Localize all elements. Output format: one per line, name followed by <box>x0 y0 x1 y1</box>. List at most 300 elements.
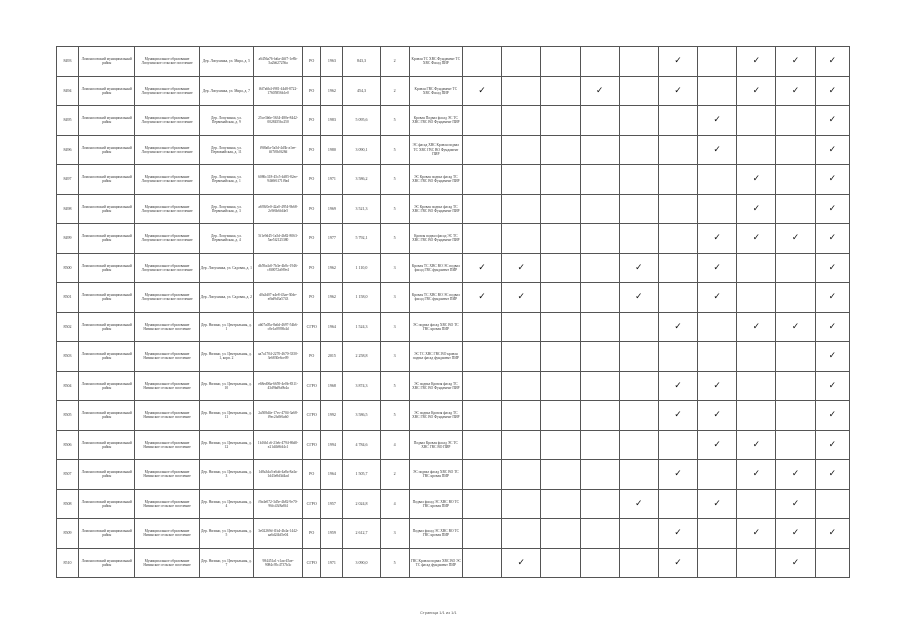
work-type-check-cell-10 <box>815 135 849 165</box>
address-cell: Дер. Низино, ул. Центральная, д. 12 <box>199 430 253 460</box>
work-type-check-cell-3 <box>541 135 580 165</box>
work-type-check-cell-9 <box>776 519 815 549</box>
work-type-check-cell-9 <box>776 312 815 342</box>
work-type-check-cell-7 <box>698 194 737 224</box>
checkmark-icon: ✓ <box>635 262 643 273</box>
work-type-check-cell-4 <box>580 135 619 165</box>
checkmark-icon: ✓ <box>828 262 837 273</box>
work-type-check-cell-6 <box>658 135 697 165</box>
checkmark-icon: ✓ <box>635 498 643 509</box>
table-row <box>57 283 850 313</box>
work-type-check-cell-10 <box>815 76 849 106</box>
work-type-check-cell-4 <box>580 371 619 401</box>
type-cell: РО <box>303 165 321 195</box>
year-cell: 1980 <box>321 135 343 165</box>
year-cell: 1969 <box>321 194 343 224</box>
checkmark-icon: ✓ <box>791 469 800 480</box>
work-type-check-cell-1 <box>462 47 501 77</box>
work-type-check-cell-7 <box>698 253 737 283</box>
work-type-check-cell-9 <box>776 283 815 313</box>
floors-cell: 3 <box>380 253 409 283</box>
row-number: 8509 <box>57 519 79 549</box>
works-cell: ЭС подвал фасад ХВС ВО ТС ГВС кровля ПИР <box>409 460 462 490</box>
work-type-check-cell-6 <box>658 489 697 519</box>
year-cell: 2015 <box>321 342 343 372</box>
work-type-check-cell-4 <box>580 165 619 195</box>
work-type-check-cell-2 <box>502 342 541 372</box>
work-type-check-cell-6 <box>658 312 697 342</box>
floors-cell: 3 <box>380 283 409 313</box>
work-type-check-cell-7 <box>698 489 737 519</box>
owner-cell: Муниципальное образование Низинское сельское поселение <box>135 489 199 519</box>
work-type-check-cell-1 <box>462 342 501 372</box>
floors-cell: 4 <box>380 489 409 519</box>
work-type-check-cell-9 <box>776 460 815 490</box>
work-type-check-cell-9 <box>776 342 815 372</box>
area-cell: 843,3 <box>343 47 380 77</box>
work-type-check-cell-7 <box>698 135 737 165</box>
work-type-check-cell-1 <box>462 312 501 342</box>
work-type-check-cell-10 <box>815 460 849 490</box>
floors-cell: 2 <box>380 76 409 106</box>
work-type-check-cell-10 <box>815 489 849 519</box>
table-row <box>57 312 850 342</box>
area-cell: 3 586,5 <box>343 401 380 431</box>
work-type-check-cell-3 <box>541 460 580 490</box>
checkmark-icon: ✓ <box>791 233 800 244</box>
work-type-check-cell-8 <box>737 106 776 136</box>
work-type-check-cell-8 <box>737 135 776 165</box>
district-cell: Ломоносовский муниципальный район <box>79 342 135 372</box>
work-type-check-cell-3 <box>541 224 580 254</box>
row-number: 8495 <box>57 106 79 136</box>
work-type-check-cell-7 <box>698 106 737 136</box>
row-number: 8506 <box>57 430 79 460</box>
checkmark-icon: ✓ <box>635 292 643 303</box>
type-cell: СГРО <box>303 489 321 519</box>
year-cell: 1992 <box>321 401 343 431</box>
address-cell: Дер. Лопухинка, ул. Первомайская, д. 3 <box>199 194 253 224</box>
year-cell: 1959 <box>321 519 343 549</box>
work-type-check-cell-5 <box>619 253 658 283</box>
checkmark-icon: ✓ <box>478 292 486 303</box>
district-cell: Ломоносовский муниципальный район <box>79 135 135 165</box>
row-number: 8502 <box>57 312 79 342</box>
year-cell: 1962 <box>321 76 343 106</box>
checkmark-icon: ✓ <box>674 528 682 539</box>
work-type-check-cell-5 <box>619 342 658 372</box>
works-cell: Кровля Подвал фасад ЭС ТС ХВС ГВС ВО Фундамент ПИР <box>409 106 462 136</box>
table-body <box>57 47 850 578</box>
checkmark-icon: ✓ <box>674 380 682 391</box>
district-cell: Ломоносовский муниципальный район <box>79 460 135 490</box>
type-cell: РО <box>303 519 321 549</box>
address-cell: Дер. Низино, ул. Центральная, д. 11 <box>199 401 253 431</box>
work-type-check-cell-4 <box>580 47 619 77</box>
work-type-check-cell-9 <box>776 489 815 519</box>
work-type-check-cell-10 <box>815 430 849 460</box>
work-type-check-cell-2 <box>502 76 541 106</box>
work-type-check-cell-1 <box>462 489 501 519</box>
work-type-check-cell-3 <box>541 519 580 549</box>
table-row <box>57 165 850 195</box>
checkmark-icon: ✓ <box>674 56 682 67</box>
checkmark-icon: ✓ <box>752 174 761 185</box>
work-type-check-cell-2 <box>502 460 541 490</box>
owner-cell: Муниципальное образование Низинское сельское поселение <box>135 460 199 490</box>
checkmark-icon: ✓ <box>791 557 800 568</box>
address-cell: Дер. Низино, ул. Центральная, д. 10 <box>199 371 253 401</box>
works-cell: ЭС ТС ХВС ГВС ВО кровля подвал фасад фундамент ПИР <box>409 342 462 372</box>
work-type-check-cell-4 <box>580 548 619 578</box>
works-cell: Кровля ТС ХВС Фундамент ТС ХВС Фасад ПИР <box>409 47 462 77</box>
row-number: 8507 <box>57 460 79 490</box>
work-type-check-cell-3 <box>541 548 580 578</box>
address-cell: Дер. Лопухинка, ул. Садовая, д. 2 <box>199 283 253 313</box>
year-cell: 1962 <box>321 283 343 313</box>
type-cell: РО <box>303 253 321 283</box>
year-cell: 1963 <box>321 47 343 77</box>
work-type-check-cell-3 <box>541 165 580 195</box>
work-type-check-cell-6 <box>658 106 697 136</box>
work-type-check-cell-7 <box>698 283 737 313</box>
work-type-check-cell-10 <box>815 47 849 77</box>
work-type-check-cell-6 <box>658 76 697 106</box>
year-cell: 1994 <box>321 430 343 460</box>
works-cell: ЭС Кровля подвал фасад ТС ХВС ГВС ВО Фундамент ПИР <box>409 194 462 224</box>
work-type-check-cell-4 <box>580 460 619 490</box>
work-type-check-cell-5 <box>619 47 658 77</box>
table-row <box>57 401 850 431</box>
work-type-check-cell-2 <box>502 371 541 401</box>
year-cell: 1983 <box>321 106 343 136</box>
work-type-check-cell-9 <box>776 76 815 106</box>
work-type-check-cell-4 <box>580 253 619 283</box>
work-type-check-cell-8 <box>737 253 776 283</box>
work-type-check-cell-1 <box>462 548 501 578</box>
work-type-check-cell-3 <box>541 194 580 224</box>
owner-cell: Муниципальное образование Низинское сельское поселение <box>135 401 199 431</box>
work-type-check-cell-9 <box>776 371 815 401</box>
address-cell: Дер. Лопухинка, ул. Первомайская, д. 11 <box>199 135 253 165</box>
page-footer: Страница 1/1 из 1/1 <box>420 610 457 615</box>
owner-cell: Муниципальное образование Лопухинское сельское поселение <box>135 194 199 224</box>
work-type-check-cell-5 <box>619 371 658 401</box>
work-type-check-cell-10 <box>815 194 849 224</box>
work-type-check-cell-4 <box>580 489 619 519</box>
table-row <box>57 76 850 106</box>
guid-cell: e68ed06a-6659-4e0b-8311-43d9bd9a9b4a <box>253 371 302 401</box>
type-cell: СГРО <box>303 548 321 578</box>
checkmark-icon: ✓ <box>791 321 800 332</box>
work-type-check-cell-5 <box>619 312 658 342</box>
work-type-check-cell-9 <box>776 47 815 77</box>
row-number: 8497 <box>57 165 79 195</box>
work-type-check-cell-10 <box>815 224 849 254</box>
work-type-check-cell-6 <box>658 224 697 254</box>
checkmark-icon: ✓ <box>828 203 837 214</box>
work-type-check-cell-2 <box>502 283 541 313</box>
work-type-check-cell-10 <box>815 312 849 342</box>
work-type-check-cell-8 <box>737 430 776 460</box>
work-type-check-cell-7 <box>698 460 737 490</box>
district-cell: Ломоносовский муниципальный район <box>79 224 135 254</box>
area-cell: 5 095,6 <box>343 106 380 136</box>
works-cell: ЭС Кровля подвал фасад ТС ХВС ГВС ВО Фундамент ПИР <box>409 165 462 195</box>
checkmark-icon: ✓ <box>517 292 526 303</box>
work-type-check-cell-8 <box>737 519 776 549</box>
area-cell: 2 612,7 <box>343 519 380 549</box>
table-row <box>57 224 850 254</box>
work-type-check-cell-9 <box>776 194 815 224</box>
work-type-check-cell-2 <box>502 548 541 578</box>
work-type-check-cell-4 <box>580 312 619 342</box>
address-cell: Дер. Лопухинка, ул. Первомайская, д. 9 <box>199 106 253 136</box>
guid-cell: 25ce3b6e-5634-480e-8442-0028455bc250 <box>253 106 302 136</box>
guid-cell: f9f8a0a-5a5d-4d3b-a1ee-fff7f0b0f28d <box>253 135 302 165</box>
work-type-check-cell-7 <box>698 342 737 372</box>
district-cell: Ломоносовский муниципальный район <box>79 430 135 460</box>
address-cell: Дер. Низино, ул. Центральная, д. 1 <box>199 312 253 342</box>
works-cell: ГВС Кровля подвал ХВС ВО ЭС ТС фасад фундамент ПИР <box>409 548 462 578</box>
checkmark-icon: ✓ <box>713 115 721 126</box>
work-type-check-cell-8 <box>737 194 776 224</box>
guid-cell: 1d8a3da3-a6ab-4a8a-8a4a-1d43e8d3d4ad <box>253 460 302 490</box>
owner-cell: Муниципальное образование Лопухинское сельское поселение <box>135 106 199 136</box>
table-row <box>57 548 850 578</box>
work-type-check-cell-5 <box>619 489 658 519</box>
guid-cell: 6086c318-45c5-4d85-82ee-94b9f6171f9ad <box>253 165 302 195</box>
address-cell: Дер. Низино, ул. Центральная, д. 7 <box>199 548 253 578</box>
work-type-check-cell-5 <box>619 224 658 254</box>
checkmark-icon: ✓ <box>752 469 761 480</box>
floors-cell: 3 <box>380 312 409 342</box>
work-type-check-cell-10 <box>815 401 849 431</box>
address-cell: Дер. Лопухинка, ул. Первомайская, д. 4 <box>199 224 253 254</box>
work-type-check-cell-3 <box>541 47 580 77</box>
checkmark-icon: ✓ <box>713 262 721 273</box>
checkmark-icon: ✓ <box>752 233 761 244</box>
work-type-check-cell-3 <box>541 283 580 313</box>
work-type-check-cell-6 <box>658 165 697 195</box>
work-type-check-cell-5 <box>619 430 658 460</box>
work-type-check-cell-7 <box>698 312 737 342</box>
area-cell: 1 110,0 <box>343 253 380 283</box>
floors-cell: 5 <box>380 401 409 431</box>
type-cell: СГРО <box>303 312 321 342</box>
work-type-check-cell-7 <box>698 548 737 578</box>
checkmark-icon: ✓ <box>791 85 800 96</box>
row-number: 8496 <box>57 135 79 165</box>
work-type-check-cell-1 <box>462 76 501 106</box>
work-type-check-cell-8 <box>737 165 776 195</box>
owner-cell: Муниципальное образование Лопухинское сельское поселение <box>135 47 199 77</box>
row-number: 8501 <box>57 283 79 313</box>
work-type-check-cell-2 <box>502 430 541 460</box>
table-row <box>57 460 850 490</box>
district-cell: Ломоносовский муниципальный район <box>79 519 135 549</box>
work-type-check-cell-4 <box>580 283 619 313</box>
checkmark-icon: ✓ <box>791 56 800 67</box>
work-type-check-cell-9 <box>776 165 815 195</box>
work-type-check-cell-3 <box>541 342 580 372</box>
owner-cell: Муниципальное образование Низинское сельское поселение <box>135 342 199 372</box>
owner-cell: Муниципальное образование Лопухинское сельское поселение <box>135 283 199 313</box>
address-cell: Дер. Лопухинка, ул. Первомайская, д. 1 <box>199 165 253 195</box>
checkmark-icon: ✓ <box>752 85 761 96</box>
work-type-check-cell-3 <box>541 489 580 519</box>
work-type-check-cell-1 <box>462 165 501 195</box>
type-cell: РО <box>303 342 321 372</box>
type-cell: СГРО <box>303 371 321 401</box>
works-cell: Кровля ГВС Фундамент ТС ХВС Фасад ПИР <box>409 76 462 106</box>
type-cell: РО <box>303 194 321 224</box>
work-type-check-cell-4 <box>580 76 619 106</box>
owner-cell: Муниципальное образование Низинское сельское поселение <box>135 548 199 578</box>
guid-cell: 5f1e9d45-1a5d-4b82-8063-5ae5f2125380 <box>253 224 302 254</box>
work-type-check-cell-6 <box>658 401 697 431</box>
works-cell: ЭС фасад ХВС Кровля подвал ТС ХВС ГВС ВО Фундамент ПИР <box>409 135 462 165</box>
floors-cell: 5 <box>380 548 409 578</box>
checkmark-icon: ✓ <box>828 233 837 244</box>
works-cell: Кровля подвал фасад ЭС ТС ХВС ГВС ВО Фундамент ПИР <box>409 224 462 254</box>
work-type-check-cell-7 <box>698 76 737 106</box>
work-type-check-cell-2 <box>502 165 541 195</box>
work-type-check-cell-2 <box>502 106 541 136</box>
guid-cell: 2a508d4e-17ec-4704-3a68-f9ec2fa9f6ab0 <box>253 401 302 431</box>
work-type-check-cell-4 <box>580 194 619 224</box>
checkmark-icon: ✓ <box>828 528 837 539</box>
area-cell: 1 524,3 <box>343 312 380 342</box>
checkmark-icon: ✓ <box>713 439 721 450</box>
checkmark-icon: ✓ <box>828 85 837 96</box>
work-type-check-cell-4 <box>580 401 619 431</box>
work-type-check-cell-2 <box>502 135 541 165</box>
work-type-check-cell-5 <box>619 519 658 549</box>
floors-cell: 3 <box>380 519 409 549</box>
owner-cell: Муниципальное образование Лопухинское сельское поселение <box>135 135 199 165</box>
checkmark-icon: ✓ <box>828 174 837 185</box>
work-type-check-cell-9 <box>776 106 815 136</box>
work-type-check-cell-9 <box>776 224 815 254</box>
district-cell: Ломоносовский муниципальный район <box>79 283 135 313</box>
work-type-check-cell-5 <box>619 401 658 431</box>
checkmark-icon: ✓ <box>674 85 682 96</box>
floors-cell: 5 <box>380 135 409 165</box>
guid-cell: aa7a1704-2270-4670-3350-3e6830e6ce09 <box>253 342 302 372</box>
table-row <box>57 106 850 136</box>
checkmark-icon: ✓ <box>828 321 837 332</box>
works-cell: ЭС подвал Кровля фасад ТС ХВС ГВС ВО Фундамент ПИР <box>409 371 462 401</box>
work-type-check-cell-10 <box>815 283 849 313</box>
work-type-check-cell-4 <box>580 430 619 460</box>
row-number: 8500 <box>57 253 79 283</box>
guid-cell: db59a4c0-7b3e-4b8c-1946-c8f0072a9f9e4 <box>253 253 302 283</box>
year-cell: 1977 <box>321 224 343 254</box>
work-type-check-cell-4 <box>580 224 619 254</box>
work-type-check-cell-6 <box>658 342 697 372</box>
checkmark-icon: ✓ <box>674 410 682 421</box>
work-type-check-cell-1 <box>462 106 501 136</box>
checkmark-icon: ✓ <box>828 410 837 421</box>
checkmark-icon: ✓ <box>752 321 761 332</box>
address-cell: Дер. Лопухинка, ул. Мира, д. 7 <box>199 76 253 106</box>
owner-cell: Муниципальное образование Лопухинское сельское поселение <box>135 76 199 106</box>
type-cell: РО <box>303 47 321 77</box>
area-cell: 1 505,7 <box>343 460 380 490</box>
checkmark-icon: ✓ <box>517 557 526 568</box>
work-type-check-cell-6 <box>658 548 697 578</box>
work-type-check-cell-10 <box>815 253 849 283</box>
row-number: 8504 <box>57 371 79 401</box>
work-type-check-cell-1 <box>462 430 501 460</box>
checkmark-icon: ✓ <box>517 262 526 273</box>
table-row <box>57 489 850 519</box>
year-cell: 1964 <box>321 312 343 342</box>
address-cell: Дер. Лопухинка, ул. Садовая, д. 1 <box>199 253 253 283</box>
work-type-check-cell-7 <box>698 430 737 460</box>
work-type-check-cell-8 <box>737 342 776 372</box>
work-type-check-cell-2 <box>502 519 541 549</box>
floors-cell: 4 <box>380 430 409 460</box>
row-number: 8498 <box>57 194 79 224</box>
row-number: 8493 <box>57 47 79 77</box>
work-type-check-cell-10 <box>815 548 849 578</box>
district-cell: Ломоносовский муниципальный район <box>79 76 135 106</box>
checkmark-icon: ✓ <box>713 410 721 421</box>
checkmark-icon: ✓ <box>713 292 721 303</box>
row-number: 8503 <box>57 342 79 372</box>
row-number: 8510 <box>57 548 79 578</box>
district-cell: Ломоносовский муниципальный район <box>79 106 135 136</box>
checkmark-icon: ✓ <box>752 203 761 214</box>
housing-register-table <box>56 46 850 578</box>
work-type-check-cell-6 <box>658 253 697 283</box>
work-type-check-cell-10 <box>815 342 849 372</box>
area-cell: 2 258,8 <box>343 342 380 372</box>
guid-cell: f6f7a6b4-f981-44d8-8722-17605856b1e0 <box>253 76 302 106</box>
work-type-check-cell-5 <box>619 548 658 578</box>
work-type-check-cell-8 <box>737 489 776 519</box>
table-row <box>57 371 850 401</box>
checkmark-icon: ✓ <box>791 498 800 509</box>
row-number: 8499 <box>57 224 79 254</box>
address-cell: Дер. Лопухинка, ул. Мира, д. 5 <box>199 47 253 77</box>
floors-cell: 5 <box>380 224 409 254</box>
works-cell: Кровля ТС ХВС ВО ЭС подвал фасад ГВС фундамент ПИР <box>409 253 462 283</box>
checkmark-icon: ✓ <box>713 233 721 244</box>
work-type-check-cell-8 <box>737 371 776 401</box>
area-cell: 1 158,0 <box>343 283 380 313</box>
floors-cell: 2 <box>380 47 409 77</box>
guid-cell: a693f0e0-42a0-4954-9b68-2c9f6b6fd4e5 <box>253 194 302 224</box>
checkmark-icon: ✓ <box>674 321 682 332</box>
work-type-check-cell-7 <box>698 165 737 195</box>
work-type-check-cell-5 <box>619 283 658 313</box>
checkmark-icon: ✓ <box>791 528 800 539</box>
type-cell: РО <box>303 224 321 254</box>
area-cell: 3 090,0 <box>343 548 380 578</box>
address-cell: Дер. Низино, ул. Центральная, д. 1, корп. 2 <box>199 342 253 372</box>
work-type-check-cell-4 <box>580 106 619 136</box>
address-cell: Дер. Низино, ул. Центральная, д. 5 <box>199 519 253 549</box>
work-type-check-cell-7 <box>698 401 737 431</box>
type-cell: РО <box>303 135 321 165</box>
work-type-check-cell-8 <box>737 283 776 313</box>
work-type-check-cell-1 <box>462 460 501 490</box>
district-cell: Ломоносовский муниципальный район <box>79 548 135 578</box>
guid-cell: 984451a1-c1aa-45ae-9084c95c4737b3c <box>253 548 302 578</box>
